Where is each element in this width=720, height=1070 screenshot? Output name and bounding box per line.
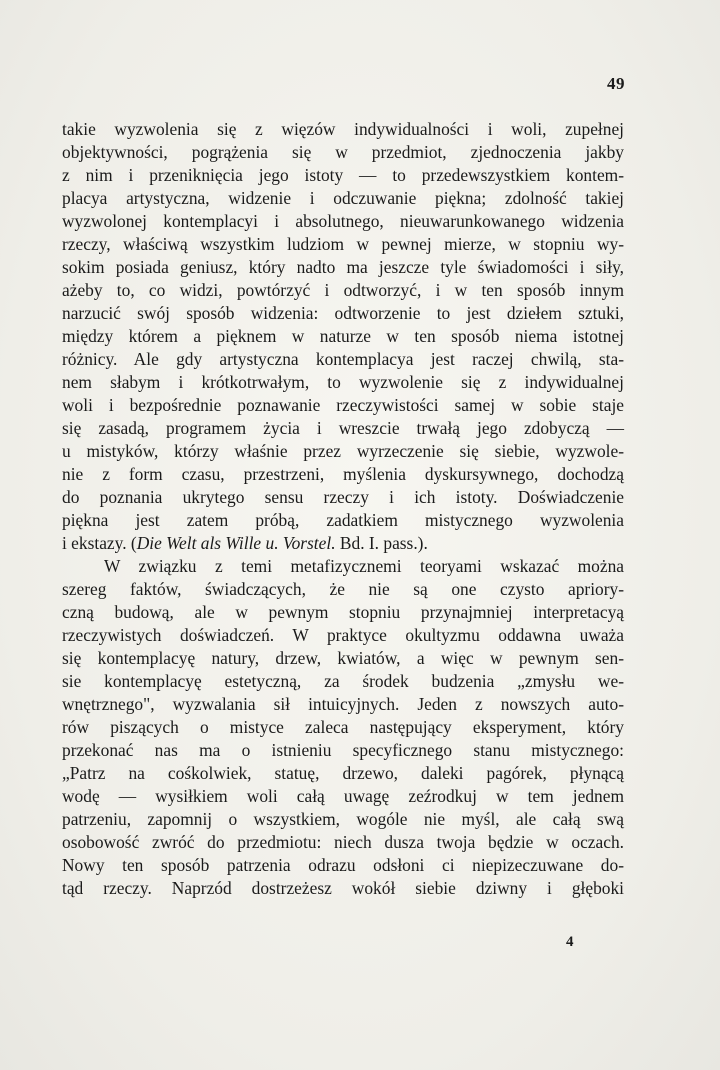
- text-line: sie kontemplacyę estetyczną, za środek budzenia „zmysłu we-: [62, 671, 624, 691]
- text-line: między którem a pięknem w naturze w ten sposób niema istotnej: [62, 326, 624, 346]
- paragraph-first-line: W związku z temi metafizycznemi teoryami wskazać można: [104, 556, 624, 576]
- text-line: różnicy. Ale gdy artystyczna kontemplacya jest raczej chwilą, sta-: [62, 349, 624, 369]
- text-line: osobowość zwróć do przedmiotu: niech dusza twoja będzie w oczach.: [62, 832, 624, 852]
- text-line: Nowy ten sposób patrzenia odrazu odsłoni ci niepizeczuwane do-: [62, 855, 624, 875]
- text-line: do poznania ukrytego sensu rzeczy i ich istoty. Doświadczenie: [62, 487, 624, 507]
- body-text: [62, 118, 624, 900]
- text-line: patrzeniu, zapomnij o wszystkiem, wogóle nie myśl, ale całą swą: [62, 809, 624, 829]
- text-line: rów piszących o mistyce zaleca następujący eksperyment, który: [62, 717, 624, 737]
- closing-prefix: i ekstazy. (: [62, 533, 137, 553]
- closing-line: [62, 532, 624, 555]
- text-line: rzeczy, właściwą wszystkim ludziom w pewnej mierze, w stopniu wy-: [62, 234, 624, 254]
- text-line: szereg faktów, świadczących, że nie są one czysto apriory-: [62, 579, 624, 599]
- text-line: się zasadą, programem życia i wreszcie trwałą jego zdobyczą —: [62, 418, 624, 438]
- citation: Die Welt als Wille u. Vorstel.: [136, 533, 336, 553]
- text-line: z nim i przeniknięcia jego istoty — to przedewszystkiem kontem-: [62, 165, 624, 185]
- text-line: ażeby to, co widzi, powtórzyć i odtworzyć, i w ten sposób innym: [62, 280, 624, 300]
- signature-mark: 4: [566, 934, 574, 950]
- page-number: 49: [607, 74, 625, 93]
- text-line: sokim posiada geniusz, który nadto ma jeszcze tyle świadomości i siły,: [62, 257, 624, 277]
- text-line: placya artystyczna, widzenie i odczuwanie piękna; zdolność takiej: [62, 188, 624, 208]
- text-line: czną budową, ale w pewnym stopniu przynajmniej interpretacyą: [62, 602, 624, 622]
- text-line: u mistyków, którzy właśnie przez wyrzeczenie się siebie, wyzwole-: [62, 441, 624, 461]
- text-line: narzucić swój sposób widzenia: odtworzenie to jest dziełem sztuki,: [62, 303, 624, 323]
- text-line: wnętrznego", wyzwalania sił intuicyjnych. Jeden z nowszych auto-: [62, 694, 624, 714]
- text-line: objektywności, pogrążenia się w przedmiot, zjednoczenia jakby: [62, 142, 624, 162]
- text-line: wodę — wysiłkiem woli całą uwagę zeźrodkuj w tem jednem: [62, 786, 624, 806]
- text-line: „Patrz na cośkolwiek, statuę, drzewo, daleki pagórek, płynącą: [62, 763, 624, 783]
- text-line: nie z form czasu, przestrzeni, myślenia dyskursywnego, dochodzą: [62, 464, 624, 484]
- text-line: się kontemplacyę natury, drzew, kwiatów, a więc w pewnym sen-: [62, 648, 624, 668]
- text-line: takie wyzwolenia się z więzów indywidualności i woli, zupełnej: [62, 119, 624, 139]
- text-line: woli i bezpośrednie poznawanie rzeczywistości samej w sobie staje: [62, 395, 624, 415]
- closing-suffix: Bd. I. pass.).: [335, 533, 428, 553]
- text-line: rzeczywistych doświadczeń. W praktyce okultyzmu oddawna uważa: [62, 625, 624, 645]
- text-line: przekonać nas ma o istnieniu specyficznego stanu mistycznego:: [62, 740, 624, 760]
- text-line: wyzwolonej kontemplacyi i absolutnego, nieuwarunkowanego widzenia: [62, 211, 624, 231]
- text-line: piękna jest zatem próbą, zadatkiem mistycznego wyzwolenia: [62, 510, 624, 530]
- text-line: nem słabym i krótkotrwałym, to wyzwolenie się z indywidualnej: [62, 372, 624, 392]
- text-line: tąd rzeczy. Naprzód dostrzeżesz wokół siebie dziwny i głęboki: [62, 878, 624, 898]
